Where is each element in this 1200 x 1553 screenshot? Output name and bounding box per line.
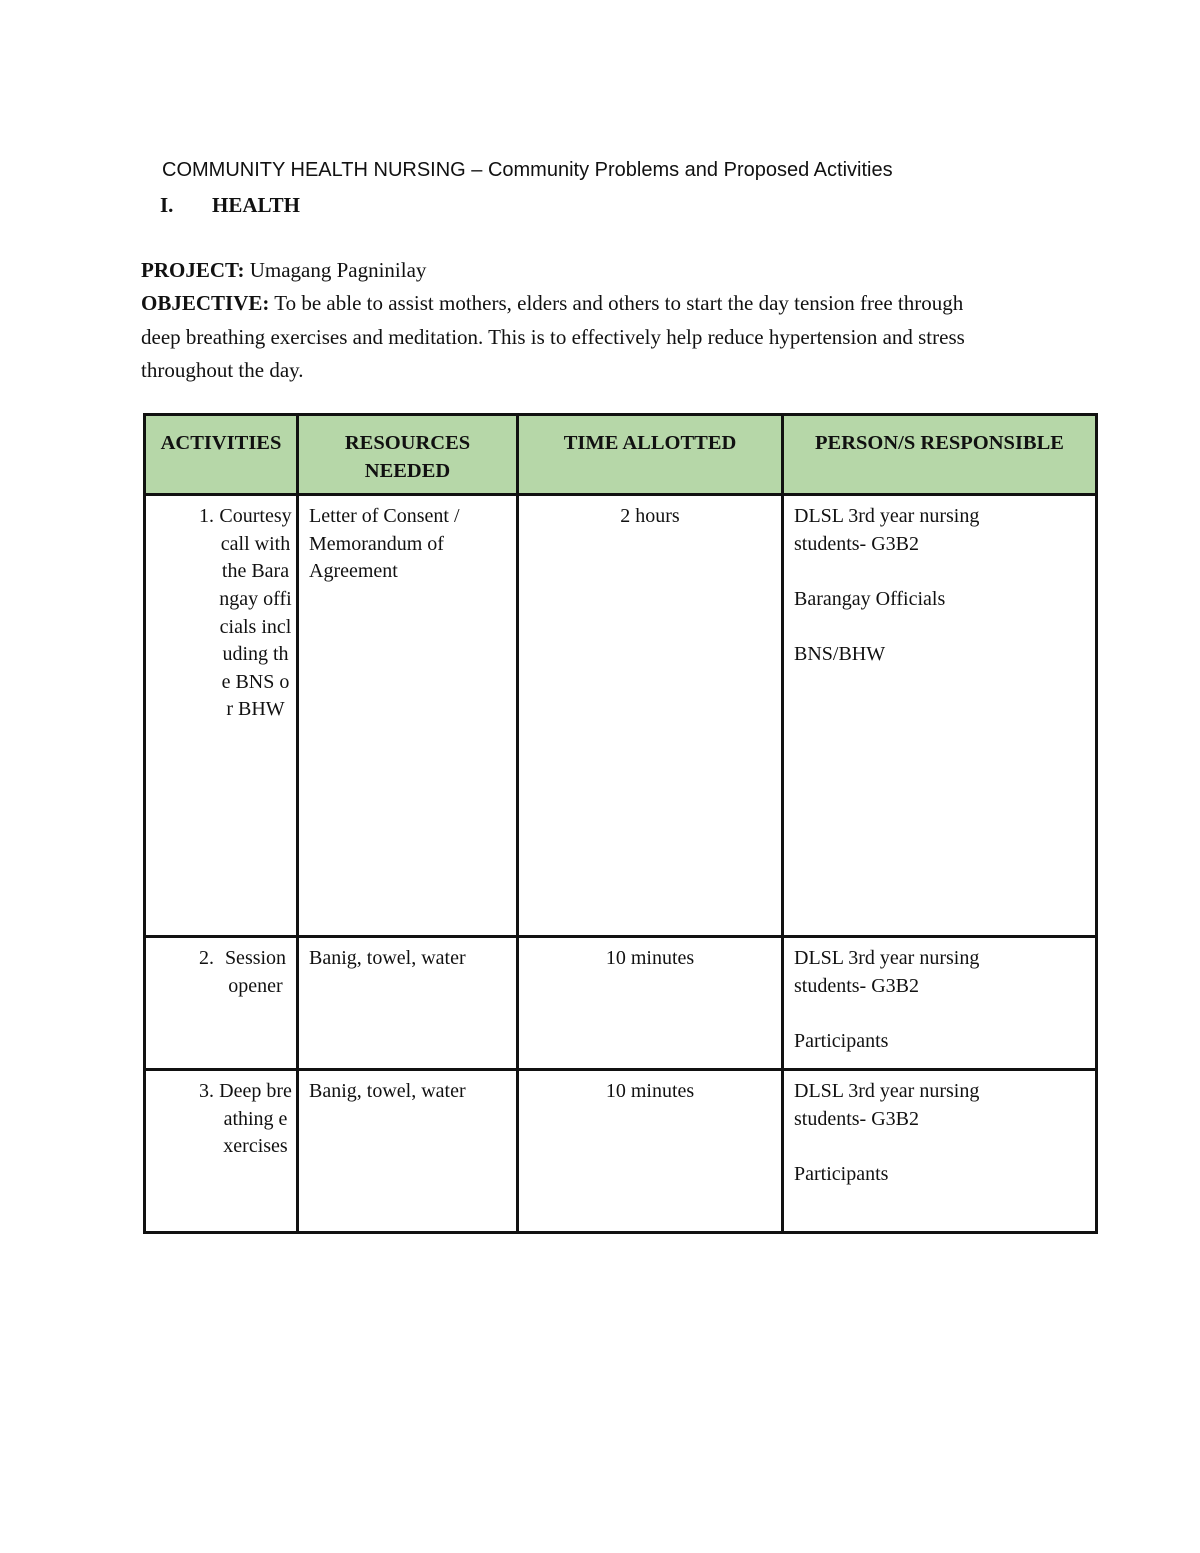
persons-cell — [783, 937, 1097, 1070]
persons-cell — [783, 495, 1097, 937]
person-responsible: students- G3B2 — [794, 1107, 919, 1130]
header-persons: PERSON/S RESPONSIBLE — [783, 415, 1097, 495]
person-responsible: Participants — [794, 1162, 889, 1185]
table-row — [145, 495, 1097, 937]
section-number: I. — [160, 193, 174, 217]
activity-text: Session opener — [224, 947, 287, 997]
person-responsible: DLSL 3rd year nursing — [794, 947, 980, 970]
time-cell: 10 minutes — [518, 1070, 783, 1233]
project-value: Umagang Pagninilay — [249, 258, 427, 282]
person-responsible: Barangay Officials — [794, 587, 946, 610]
resources-cell: Banig, towel, water — [298, 1070, 518, 1233]
activity-number: 2. — [199, 947, 214, 970]
objective-paragraph — [141, 287, 1081, 388]
person-responsible: students- G3B2 — [794, 974, 919, 997]
resources-text: Letter of Consent / — [309, 505, 460, 528]
table-row — [145, 937, 1097, 1070]
section-heading — [160, 191, 300, 219]
resources-text: Agreement — [309, 560, 398, 583]
activity-number: 1. — [199, 505, 214, 528]
table-row — [145, 1070, 1097, 1233]
header-time: TIME ALLOTTED — [518, 415, 783, 495]
objective-line-3: throughout the day. — [141, 358, 304, 382]
time-cell: 10 minutes — [518, 937, 783, 1070]
activity-text: Deep breathing exercises — [219, 1080, 292, 1158]
person-responsible: Participants — [794, 1029, 889, 1052]
persons-cell — [783, 1070, 1097, 1233]
document-title: COMMUNITY HEALTH NURSING – Community Problems and Proposed Activities — [162, 159, 893, 181]
resources-cell — [298, 495, 518, 937]
activity-text: Courtesy call with the Barangay officials including the BNS or BHW — [219, 505, 292, 721]
person-responsible: BNS/BHW — [794, 643, 886, 666]
time-cell: 2 hours — [518, 495, 783, 937]
activity-cell — [145, 1070, 298, 1233]
table-header-row — [145, 415, 1097, 495]
resources-cell: Banig, towel, water — [298, 937, 518, 1070]
objective-line-1 — [141, 287, 1081, 321]
header-resources: RESOURCES NEEDED — [298, 415, 518, 495]
project-label: PROJECT: — [141, 258, 245, 282]
project-line — [141, 256, 426, 284]
activity-cell — [145, 937, 298, 1070]
objective-label: OBJECTIVE: — [141, 291, 270, 315]
activity-number: 3. — [199, 1080, 214, 1103]
objective-line-2: deep breathing exercises and meditation. This is to effectively help reduce hypertension and stress — [141, 324, 965, 349]
activity-plan-table — [143, 413, 1098, 1234]
person-responsible: students- G3B2 — [794, 532, 919, 555]
header-activities: ACTIVITIES — [145, 415, 298, 495]
person-responsible: DLSL 3rd year nursing — [794, 505, 980, 528]
objective-text-1: To be able to assist mothers, elders and others to start the day tension free through — [274, 291, 964, 315]
activity-cell — [145, 495, 298, 937]
section-title: HEALTH — [212, 193, 300, 217]
person-responsible: DLSL 3rd year nursing — [794, 1080, 980, 1103]
resources-text: Memorandum of — [309, 532, 444, 555]
